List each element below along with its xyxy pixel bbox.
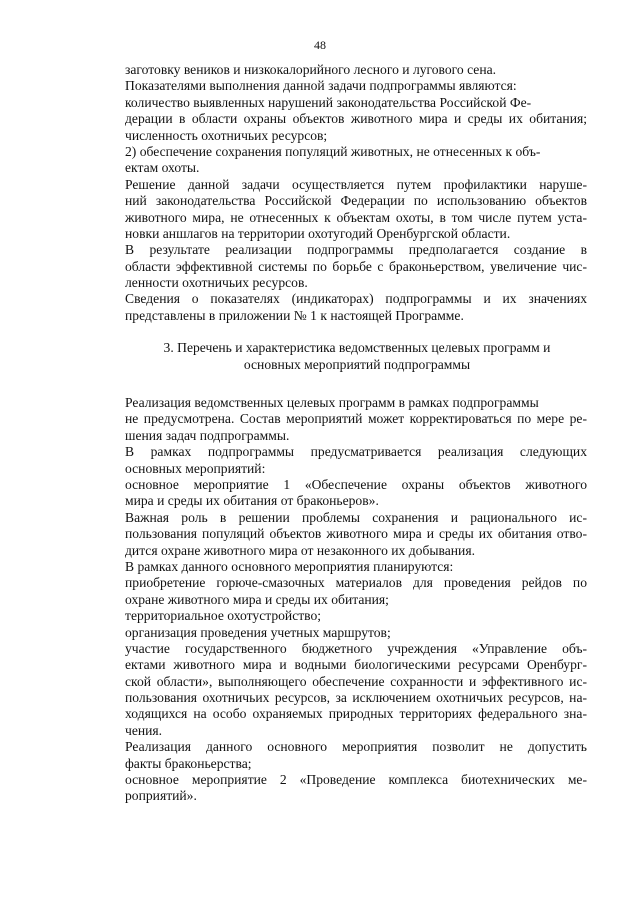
- text-line: шения задач подпрограммы.: [125, 427, 290, 443]
- text-line: Важная роль в решении проблемы сохранения и рационального ис-: [125, 509, 587, 525]
- text-line: ходящихся на особо охраняемых природных территориях федерального зна-: [125, 706, 587, 722]
- text-line: численность охотничьих ресурсов;: [125, 127, 328, 143]
- text-line: мира и среды их обитания от браконьеров».: [125, 493, 379, 509]
- text-line: Реализация ведомственных целевых программ в рамках подпрограммы: [125, 395, 539, 411]
- text-line: основных мероприятий:: [125, 460, 266, 476]
- text-line: участие государственного бюджетного учреждения «Управление объ-: [125, 640, 587, 656]
- text-line: территориальное охотустройство;: [125, 608, 322, 624]
- text-line: организация проведения учетных маршрутов;: [125, 624, 391, 640]
- text-line: В рамках подпрограммы предусматривается реализация следующих: [125, 444, 587, 460]
- text-line: новки аншлагов на территории охотугодий Оренбургской области.: [125, 225, 511, 241]
- text-line: В рамках данного основного мероприятия планируются:: [125, 558, 454, 574]
- section-heading-line: 3. Перечень и характеристика ведомственных целевых программ и: [163, 340, 551, 356]
- text-line: пользования популяций объектов животного мира и среды их обитания отво-: [125, 526, 587, 542]
- text-line: Сведения о показателях (индикаторах) подпрограммы и их значениях: [125, 291, 587, 307]
- text-line: количество выявленных нарушений законодательства Российской Фе-: [125, 94, 532, 110]
- text-line: Реализация данного основного мероприятия позволит не допустить: [125, 739, 587, 755]
- text-line: пользования охотничьих ресурсов, за исключением охотничьих ресурсов, на-: [125, 690, 587, 706]
- text-line: роприятий».: [125, 788, 197, 804]
- text-line: Решение данной задачи осуществляется путем профилактики наруше-: [125, 176, 587, 192]
- page-number: 48: [314, 38, 326, 52]
- text-line: ний законодательства Российской Федерации по использованию объектов: [125, 193, 587, 209]
- text-line: ектами животного мира и водными биологическими ресурсами Оренбург-: [125, 657, 587, 673]
- text-line: приобретение горюче-смазочных материалов для проведения рейдов по: [125, 575, 587, 591]
- text-line: охране животного мира и среды их обитания;: [125, 591, 389, 607]
- text-line: основное мероприятие 1 «Обеспечение охраны объектов животного: [125, 476, 587, 492]
- section-heading-line: основных мероприятий подпрограммы: [243, 356, 471, 372]
- text-line: заготовку веников и низкокалорийного лесного и лугового сена.: [125, 62, 497, 77]
- text-line: чения.: [125, 722, 163, 738]
- text-line: дится охране животного мира от незаконного их добывания.: [125, 542, 475, 558]
- text-line: факты браконьерства;: [125, 755, 252, 771]
- text-line: основное мероприятие 2 «Проведение комплекса биотехнических ме-: [125, 772, 587, 788]
- text-line: В результате реализации подпрограммы предполагается создание в: [125, 242, 587, 258]
- text-line: ленности охотничьих ресурсов.: [125, 275, 308, 291]
- text-line: животного мира, не отнесенных к объектам охоты, в том числе путем уста-: [125, 209, 587, 225]
- body-text: [127, 62, 587, 805]
- text-line: представлены в приложении № 1 к настоящей Программе.: [125, 307, 464, 323]
- text-line: ектам охоты.: [125, 160, 200, 176]
- text-line: 2) обеспечение сохранения популяций животных, не отнесенных к объ-: [125, 143, 541, 159]
- text-line: не предусмотрена. Состав мероприятий может корректироваться по мере ре-: [125, 411, 587, 427]
- text-line: ской области», выполняющего обеспечение сохранности и эффективного ис-: [125, 673, 587, 689]
- text-line: дерации в области охраны объектов животного мира и среды их обитания;: [125, 111, 587, 127]
- text-line: области эффективной системы по борьбе с браконьерством, увеличение чис-: [125, 258, 587, 274]
- text-line: Показателями выполнения данной задачи подпрограммы являются:: [125, 78, 517, 94]
